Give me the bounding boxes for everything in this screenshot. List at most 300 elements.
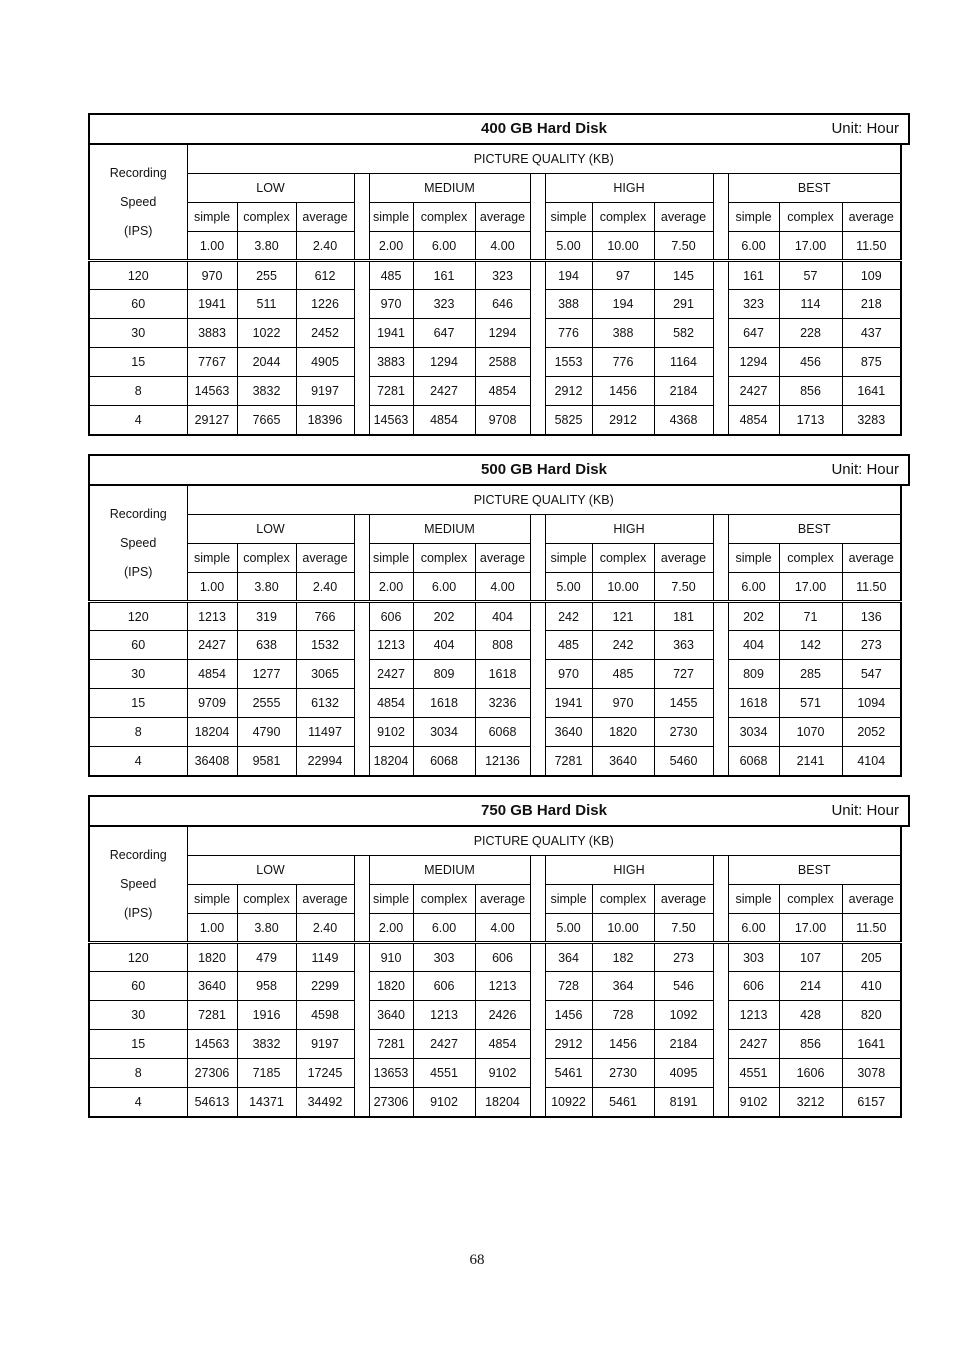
bitrate-value: 2.40 — [296, 232, 354, 261]
column-gap — [354, 290, 369, 319]
hours-cell: 479 — [237, 943, 296, 972]
bitrate-value: 6.00 — [413, 232, 475, 261]
table-row — [89, 1088, 901, 1117]
column-gap — [713, 544, 728, 573]
hours-cell: 36408 — [187, 747, 237, 776]
hours-cell: 1916 — [237, 1001, 296, 1030]
bitrate-value: 11.50 — [842, 914, 901, 943]
hours-cell: 1456 — [545, 1001, 592, 1030]
speed-cell: 8 — [89, 1059, 187, 1088]
hours-cell: 1149 — [296, 943, 354, 972]
subcol-average: average — [475, 885, 530, 914]
hours-cell: 9197 — [296, 1030, 354, 1059]
hours-cell: 3640 — [592, 747, 654, 776]
hours-cell: 205 — [842, 943, 901, 972]
hours-cell: 4854 — [475, 377, 530, 406]
hours-cell: 1213 — [369, 631, 413, 660]
hours-cell: 11497 — [296, 718, 354, 747]
table-row — [89, 972, 901, 1001]
hours-cell: 571 — [779, 689, 842, 718]
speed-cell: 60 — [89, 972, 187, 1001]
hours-cell: 5825 — [545, 406, 592, 435]
subcol-complex: complex — [413, 203, 475, 232]
hours-cell: 142 — [779, 631, 842, 660]
column-gap — [713, 856, 728, 885]
hours-cell: 182 — [592, 943, 654, 972]
column-gap — [530, 1001, 545, 1030]
hours-cell: 1641 — [842, 377, 901, 406]
hours-cell: 2184 — [654, 377, 713, 406]
subcol-average: average — [475, 203, 530, 232]
data-grid — [88, 485, 902, 777]
column-gap — [530, 544, 545, 573]
column-gap — [530, 1088, 545, 1117]
table-row — [89, 261, 901, 290]
bitrate-value: 5.00 — [545, 232, 592, 261]
subcol-simple: simple — [187, 203, 237, 232]
hours-cell: 285 — [779, 660, 842, 689]
hours-cell: 1532 — [296, 631, 354, 660]
column-gap — [713, 914, 728, 943]
hours-cell: 9581 — [237, 747, 296, 776]
hours-cell: 4854 — [475, 1030, 530, 1059]
hours-cell: 9709 — [187, 689, 237, 718]
column-gap — [354, 602, 369, 631]
hours-cell: 647 — [728, 319, 779, 348]
hours-cell: 3065 — [296, 660, 354, 689]
column-gap — [354, 747, 369, 776]
column-gap — [530, 747, 545, 776]
column-gap — [530, 319, 545, 348]
bitrate-value: 2.00 — [369, 914, 413, 943]
unit-label: Unit: Hour — [831, 461, 899, 478]
hours-cell: 3640 — [545, 718, 592, 747]
hours-cell: 9197 — [296, 377, 354, 406]
subcol-complex: complex — [237, 544, 296, 573]
column-gap — [530, 290, 545, 319]
hours-cell: 638 — [237, 631, 296, 660]
hours-cell: 1941 — [545, 689, 592, 718]
table-row — [89, 689, 901, 718]
quality-medium: MEDIUM — [369, 856, 530, 885]
hours-cell: 8191 — [654, 1088, 713, 1117]
hours-cell: 14371 — [237, 1088, 296, 1117]
hours-cell: 1213 — [187, 602, 237, 631]
hours-cell: 3832 — [237, 1030, 296, 1059]
hours-cell: 766 — [296, 602, 354, 631]
column-gap — [530, 261, 545, 290]
speed-header-speed: Speed — [120, 535, 157, 550]
bitrate-value: 17.00 — [779, 914, 842, 943]
speed-header-ips: (IPS) — [124, 564, 153, 579]
hours-cell: 404 — [413, 631, 475, 660]
speed-header-recording: Recording — [109, 847, 167, 862]
hours-cell: 970 — [545, 660, 592, 689]
hours-cell: 4095 — [654, 1059, 713, 1088]
column-gap — [530, 515, 545, 544]
hours-cell: 273 — [842, 631, 901, 660]
hours-cell: 1092 — [654, 1001, 713, 1030]
hours-cell: 273 — [654, 943, 713, 972]
column-gap — [530, 914, 545, 943]
column-gap — [530, 660, 545, 689]
hours-cell: 4854 — [728, 406, 779, 435]
column-gap — [530, 689, 545, 718]
column-gap — [713, 174, 728, 203]
hours-cell: 3034 — [413, 718, 475, 747]
column-gap — [354, 972, 369, 1001]
column-gap — [354, 856, 369, 885]
column-gap — [354, 1030, 369, 1059]
column-gap — [713, 1059, 728, 1088]
subcol-complex: complex — [413, 885, 475, 914]
hours-cell: 17245 — [296, 1059, 354, 1088]
hours-cell: 1618 — [413, 689, 475, 718]
bitrate-value: 4.00 — [475, 573, 530, 602]
bitrate-value: 4.00 — [475, 232, 530, 261]
speed-cell: 8 — [89, 718, 187, 747]
quality-low: LOW — [187, 515, 354, 544]
hours-cell: 1094 — [842, 689, 901, 718]
bitrate-value: 6.00 — [413, 914, 475, 943]
hours-cell: 202 — [728, 602, 779, 631]
bitrate-value: 10.00 — [592, 232, 654, 261]
bitrate-value: 3.80 — [237, 232, 296, 261]
speed-cell: 120 — [89, 261, 187, 290]
hours-cell: 970 — [592, 689, 654, 718]
column-gap — [713, 319, 728, 348]
bitrate-value: 1.00 — [187, 232, 237, 261]
hours-cell: 2588 — [475, 348, 530, 377]
page-number: 68 — [469, 1252, 485, 1268]
recording-speed-header — [89, 486, 187, 602]
table-row — [89, 602, 901, 631]
hours-cell: 1456 — [592, 1030, 654, 1059]
hours-cell: 606 — [728, 972, 779, 1001]
speed-cell: 8 — [89, 377, 187, 406]
hours-cell: 404 — [475, 602, 530, 631]
hours-cell: 5461 — [545, 1059, 592, 1088]
column-gap — [530, 174, 545, 203]
table-row — [89, 406, 901, 435]
hours-cell: 456 — [779, 348, 842, 377]
hours-cell: 728 — [592, 1001, 654, 1030]
hours-cell: 4598 — [296, 1001, 354, 1030]
hours-cell: 323 — [728, 290, 779, 319]
speed-cell: 120 — [89, 943, 187, 972]
hours-cell: 97 — [592, 261, 654, 290]
table-row — [89, 377, 901, 406]
column-gap — [530, 1030, 545, 1059]
column-gap — [530, 232, 545, 261]
hours-cell: 7281 — [545, 747, 592, 776]
column-gap — [713, 943, 728, 972]
hours-cell: 145 — [654, 261, 713, 290]
hours-cell: 856 — [779, 377, 842, 406]
speed-cell: 4 — [89, 1088, 187, 1117]
hours-cell: 4854 — [369, 689, 413, 718]
hours-cell: 2912 — [545, 1030, 592, 1059]
hours-cell: 646 — [475, 290, 530, 319]
subcol-complex: complex — [413, 544, 475, 573]
hours-cell: 728 — [545, 972, 592, 1001]
hours-cell: 2427 — [369, 660, 413, 689]
hours-cell: 2912 — [545, 377, 592, 406]
hours-cell: 582 — [654, 319, 713, 348]
column-gap — [713, 261, 728, 290]
hours-cell: 54613 — [187, 1088, 237, 1117]
table-row — [89, 718, 901, 747]
subcol-average: average — [842, 885, 901, 914]
hours-cell: 18396 — [296, 406, 354, 435]
hours-cell: 1213 — [413, 1001, 475, 1030]
column-gap — [530, 718, 545, 747]
hours-cell: 1164 — [654, 348, 713, 377]
hours-cell: 242 — [592, 631, 654, 660]
hours-cell: 1941 — [369, 319, 413, 348]
bitrate-value: 7.50 — [654, 573, 713, 602]
subcol-average: average — [654, 544, 713, 573]
bitrate-value: 6.00 — [728, 232, 779, 261]
hours-cell: 218 — [842, 290, 901, 319]
hours-cell: 437 — [842, 319, 901, 348]
bitrate-value: 6.00 — [728, 573, 779, 602]
column-gap — [713, 1088, 728, 1117]
subcol-simple: simple — [369, 544, 413, 573]
hours-cell: 194 — [545, 261, 592, 290]
table-row — [89, 1030, 901, 1059]
hours-cell: 7281 — [369, 1030, 413, 1059]
hours-cell: 71 — [779, 602, 842, 631]
table-row — [89, 747, 901, 776]
column-gap — [713, 972, 728, 1001]
hours-cell: 1553 — [545, 348, 592, 377]
subcol-complex: complex — [592, 544, 654, 573]
hours-cell: 2912 — [592, 406, 654, 435]
hours-cell: 4551 — [413, 1059, 475, 1088]
bitrate-value: 7.50 — [654, 914, 713, 943]
bitrate-value: 6.00 — [728, 914, 779, 943]
hours-cell: 1606 — [779, 1059, 842, 1088]
hours-cell: 2427 — [187, 631, 237, 660]
column-gap — [354, 1001, 369, 1030]
column-gap — [530, 1059, 545, 1088]
hours-cell: 18204 — [187, 718, 237, 747]
column-gap — [530, 856, 545, 885]
bitrate-value: 2.40 — [296, 914, 354, 943]
hours-cell: 1820 — [592, 718, 654, 747]
column-gap — [713, 689, 728, 718]
subcol-complex: complex — [592, 203, 654, 232]
hours-cell: 647 — [413, 319, 475, 348]
column-gap — [713, 290, 728, 319]
table-title-bar — [88, 113, 910, 145]
hours-cell: 1277 — [237, 660, 296, 689]
hours-cell: 255 — [237, 261, 296, 290]
hours-cell: 3078 — [842, 1059, 901, 1088]
hours-cell: 1820 — [187, 943, 237, 972]
bitrate-value: 3.80 — [237, 573, 296, 602]
subcol-average: average — [842, 544, 901, 573]
hours-cell: 12136 — [475, 747, 530, 776]
column-gap — [713, 1030, 728, 1059]
hours-cell: 6068 — [475, 718, 530, 747]
column-gap — [354, 406, 369, 435]
column-gap — [713, 660, 728, 689]
quality-best: BEST — [728, 515, 901, 544]
hours-cell: 242 — [545, 602, 592, 631]
hours-cell: 970 — [369, 290, 413, 319]
speed-header-speed: Speed — [120, 876, 157, 891]
column-gap — [354, 348, 369, 377]
quality-high: HIGH — [545, 174, 713, 203]
column-gap — [530, 885, 545, 914]
hours-cell: 194 — [592, 290, 654, 319]
subcol-average: average — [842, 203, 901, 232]
table-row — [89, 1001, 901, 1030]
hours-cell: 776 — [592, 348, 654, 377]
hours-cell: 2730 — [654, 718, 713, 747]
column-gap — [530, 972, 545, 1001]
hours-cell: 136 — [842, 602, 901, 631]
hours-cell: 1618 — [475, 660, 530, 689]
hours-cell: 606 — [369, 602, 413, 631]
bitrate-value: 10.00 — [592, 573, 654, 602]
recording-speed-header — [89, 827, 187, 943]
column-gap — [713, 747, 728, 776]
hours-cell: 6068 — [413, 747, 475, 776]
hours-cell: 161 — [728, 261, 779, 290]
hours-cell: 9102 — [475, 1059, 530, 1088]
hours-cell: 323 — [475, 261, 530, 290]
hours-cell: 363 — [654, 631, 713, 660]
column-gap — [354, 631, 369, 660]
bitrate-value: 2.00 — [369, 573, 413, 602]
column-gap — [713, 377, 728, 406]
column-gap — [354, 174, 369, 203]
hours-cell: 1618 — [728, 689, 779, 718]
bitrate-value: 17.00 — [779, 232, 842, 261]
hours-cell: 9102 — [413, 1088, 475, 1117]
column-gap — [354, 319, 369, 348]
hours-cell: 2427 — [413, 377, 475, 406]
hours-cell: 3832 — [237, 377, 296, 406]
column-gap — [713, 573, 728, 602]
column-gap — [354, 885, 369, 914]
hours-cell: 3212 — [779, 1088, 842, 1117]
hours-cell: 4551 — [728, 1059, 779, 1088]
column-gap — [354, 515, 369, 544]
hours-cell: 7185 — [237, 1059, 296, 1088]
speed-header-speed: Speed — [120, 194, 157, 209]
disk-table-1 — [88, 454, 910, 795]
hours-cell: 4790 — [237, 718, 296, 747]
hours-cell: 809 — [413, 660, 475, 689]
table-title-bar — [88, 454, 910, 486]
hours-cell: 2426 — [475, 1001, 530, 1030]
subcol-simple: simple — [728, 544, 779, 573]
hours-cell: 875 — [842, 348, 901, 377]
bitrate-value: 17.00 — [779, 573, 842, 602]
hours-cell: 7665 — [237, 406, 296, 435]
column-gap — [530, 602, 545, 631]
disk-table-0 — [88, 113, 910, 454]
hours-cell: 14563 — [187, 1030, 237, 1059]
bitrate-value: 2.40 — [296, 573, 354, 602]
speed-header-recording: Recording — [109, 165, 167, 180]
hours-cell: 34492 — [296, 1088, 354, 1117]
hours-cell: 1213 — [475, 972, 530, 1001]
hours-cell: 5461 — [592, 1088, 654, 1117]
hours-cell: 606 — [413, 972, 475, 1001]
column-gap — [530, 348, 545, 377]
hours-cell: 1294 — [413, 348, 475, 377]
bitrate-value: 1.00 — [187, 573, 237, 602]
hours-cell: 228 — [779, 319, 842, 348]
hours-cell: 1941 — [187, 290, 237, 319]
hours-cell: 1294 — [475, 319, 530, 348]
column-gap — [354, 914, 369, 943]
hours-cell: 485 — [592, 660, 654, 689]
hours-cell: 181 — [654, 602, 713, 631]
subcol-average: average — [654, 885, 713, 914]
speed-cell: 120 — [89, 602, 187, 631]
subcol-simple: simple — [545, 203, 592, 232]
hours-cell: 14563 — [369, 406, 413, 435]
speed-cell: 15 — [89, 1030, 187, 1059]
subcol-simple: simple — [369, 203, 413, 232]
speed-cell: 15 — [89, 689, 187, 718]
quality-low: LOW — [187, 174, 354, 203]
unit-label: Unit: Hour — [831, 120, 899, 137]
column-gap — [713, 631, 728, 660]
hours-cell: 547 — [842, 660, 901, 689]
table-row — [89, 290, 901, 319]
hours-cell: 3883 — [369, 348, 413, 377]
hours-cell: 22994 — [296, 747, 354, 776]
hours-cell: 2427 — [413, 1030, 475, 1059]
hours-cell: 202 — [413, 602, 475, 631]
speed-cell: 60 — [89, 290, 187, 319]
bitrate-value: 6.00 — [413, 573, 475, 602]
table-row — [89, 631, 901, 660]
hours-cell: 808 — [475, 631, 530, 660]
hours-cell: 1213 — [728, 1001, 779, 1030]
column-gap — [354, 689, 369, 718]
hours-cell: 9708 — [475, 406, 530, 435]
hours-cell: 2299 — [296, 972, 354, 1001]
column-gap — [530, 203, 545, 232]
column-gap — [713, 885, 728, 914]
subcol-simple: simple — [728, 203, 779, 232]
hours-cell: 2141 — [779, 747, 842, 776]
hours-cell: 364 — [545, 943, 592, 972]
hours-cell: 6157 — [842, 1088, 901, 1117]
hours-cell: 970 — [187, 261, 237, 290]
bitrate-value: 7.50 — [654, 232, 713, 261]
subcol-complex: complex — [779, 203, 842, 232]
hours-cell: 809 — [728, 660, 779, 689]
subcol-simple: simple — [187, 885, 237, 914]
hours-cell: 546 — [654, 972, 713, 1001]
column-gap — [354, 943, 369, 972]
hours-cell: 4104 — [842, 747, 901, 776]
bitrate-value: 1.00 — [187, 914, 237, 943]
hours-cell: 9102 — [728, 1088, 779, 1117]
picture-quality-header: PICTURE QUALITY (KB) — [187, 827, 901, 856]
hours-cell: 18204 — [475, 1088, 530, 1117]
hours-cell: 2044 — [237, 348, 296, 377]
